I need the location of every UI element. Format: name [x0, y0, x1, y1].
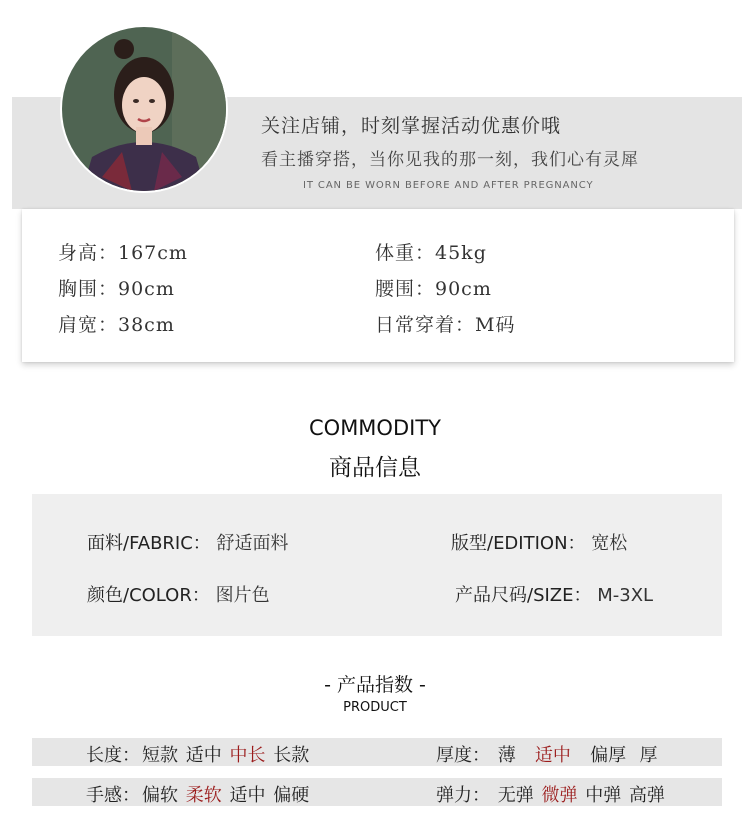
- feel-option: 柔软: [185, 785, 222, 806]
- elasticity-option: 微弹: [541, 785, 578, 806]
- color-row: [87, 581, 270, 607]
- length-index: [86, 741, 311, 767]
- thickness-option: 厚: [639, 745, 658, 766]
- elasticity-index: [436, 781, 667, 807]
- length-option: 长款: [273, 745, 310, 766]
- size-label: 产品尺码/SIZE：: [455, 585, 592, 606]
- stat-waist: 腰围：90cm: [375, 278, 492, 300]
- size-row: [455, 581, 653, 607]
- length-option: 中长: [229, 745, 266, 766]
- length-option: 短款: [142, 745, 178, 766]
- feel-option: 偏软: [142, 785, 178, 806]
- color-label: 颜色/COLOR：: [87, 585, 210, 606]
- fabric-label: 面料/FABRIC：: [87, 533, 211, 554]
- intro-line-2: 看主播穿搭，当你见我的那一刻，我们心有灵犀: [261, 150, 639, 170]
- size-value: M-3XL: [597, 585, 654, 606]
- stat-bust: 胸围：90cm: [58, 278, 175, 300]
- product-info-panel: [32, 494, 722, 636]
- stat-height: 身高：167cm: [58, 242, 188, 264]
- stat-weight: 体重：45kg: [375, 242, 487, 264]
- elasticity-option: 中弹: [585, 785, 622, 806]
- elasticity-option: 高弹: [628, 785, 665, 806]
- fabric-value: 舒适面料: [216, 533, 289, 554]
- color-value: 图片色: [215, 585, 270, 606]
- thickness-label: 厚度：: [436, 745, 490, 766]
- model-avatar: [60, 25, 228, 193]
- intro-english: IT CAN BE WORN BEFORE AND AFTER PREGNANCY: [303, 180, 594, 191]
- length-option: 适中: [185, 745, 222, 766]
- thickness-option: 适中: [534, 745, 571, 766]
- commodity-title-en: COMMODITY: [309, 416, 441, 440]
- length-label: 长度：: [86, 745, 140, 766]
- edition-row: [451, 529, 627, 555]
- feel-index: [86, 781, 311, 807]
- edition-value: 宽松: [591, 533, 628, 554]
- index-title-en: PRODUCT: [343, 700, 407, 715]
- thickness-option: 薄: [497, 745, 516, 766]
- index-title-zh: - 产品指数 -: [324, 674, 426, 696]
- thickness-option: 偏厚: [590, 745, 627, 766]
- fabric-row: [87, 529, 289, 555]
- elasticity-label: 弹力：: [436, 785, 490, 806]
- elasticity-option: 无弹: [497, 785, 534, 806]
- thickness-index: [436, 741, 660, 767]
- stat-size: 日常穿着：M码: [375, 314, 516, 336]
- edition-label: 版型/EDITION：: [451, 533, 586, 554]
- feel-option: 偏硬: [273, 785, 310, 806]
- intro-line-1: 关注店铺，时刻掌握活动优惠价哦: [261, 115, 562, 137]
- commodity-title-zh: 商品信息: [329, 455, 421, 481]
- feel-option: 适中: [229, 785, 266, 806]
- stat-shoulder: 肩宽：38cm: [58, 314, 175, 336]
- feel-label: 手感：: [86, 785, 140, 806]
